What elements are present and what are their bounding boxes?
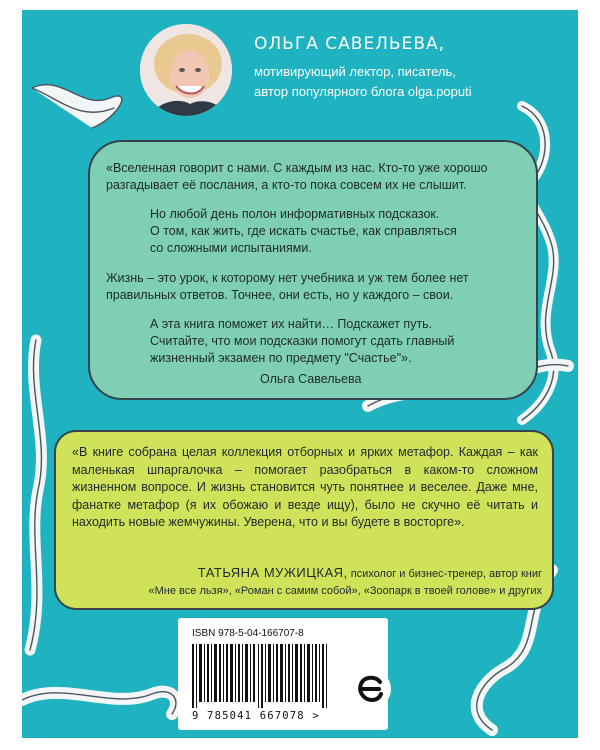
review-box [54, 430, 554, 610]
quote-line: А эта книга поможет их найти… Подскажет путь. [150, 317, 433, 331]
quote-line: разгадывает её послания, а кто-то пока совсем их не слышит. [106, 178, 467, 192]
quote-line: Считайте, что мои подсказки помогут сдать главный [150, 334, 455, 348]
back-cover [22, 10, 578, 738]
quote-line: Жизнь – это урок, к которому нет учебника и уж тем более нет [106, 271, 469, 285]
quote-line: «Вселенная говорит с нами. С каждым из нас. Кто-то уже хорошо [106, 161, 488, 175]
barcode-number: 9 785041 667078 > [192, 710, 320, 722]
author-blog-line: автор популярного блога olga.poputi [254, 84, 472, 99]
quote-line: жизненный экзамен по предмету "Счастье"». [150, 351, 412, 365]
author-quote-box [88, 140, 538, 400]
quote-line: Но любой день полон информативных подсказок. [150, 207, 440, 221]
reviewer-credit [72, 564, 542, 600]
author-role-line: мотивирующий лектор, писатель, [254, 64, 456, 79]
review-text: «В книге собрана целая коллекция отборных и ярких метафор. Каждая – как маленькая шпаргалочка – помогает разобраться в каком-то сложном жизненном вопросе. И жизнь становится чуть понятнее и веселее. Даже мне, фанатке метафор (я их обожаю и везде ищу), было не скучно её читать и находить новые жемчужины. Уверена, что и вы будете в восторге». [72, 445, 538, 529]
quote-line: со сложными испытаниями. [150, 241, 312, 255]
publisher-logo-icon [350, 668, 392, 710]
quote-line: О том, как жить, где искать счастье, как справляться [150, 224, 457, 238]
quote-signature: Ольга Савельева [260, 372, 362, 386]
reviewer-books: «Мне все льзя», «Роман с самим собой», «Зоопарк в твоей голове» и других [148, 585, 542, 597]
reviewer-description: психолог и бизнес-тренер, автор книг [347, 568, 542, 580]
quote-line: правильных ответов. Точнее, они есть, но у каждого – свои. [106, 288, 454, 302]
isbn-label: ISBN 978-5-04-166707-8 [192, 628, 304, 639]
author-photo [140, 24, 232, 116]
author-name: ОЛЬГА САВЕЛЬЕВА, [254, 34, 446, 54]
reviewer-name: ТАТЬЯНА МУЖИЦКАЯ, [197, 565, 348, 580]
author-info [254, 34, 564, 102]
barcode-image [192, 644, 342, 708]
